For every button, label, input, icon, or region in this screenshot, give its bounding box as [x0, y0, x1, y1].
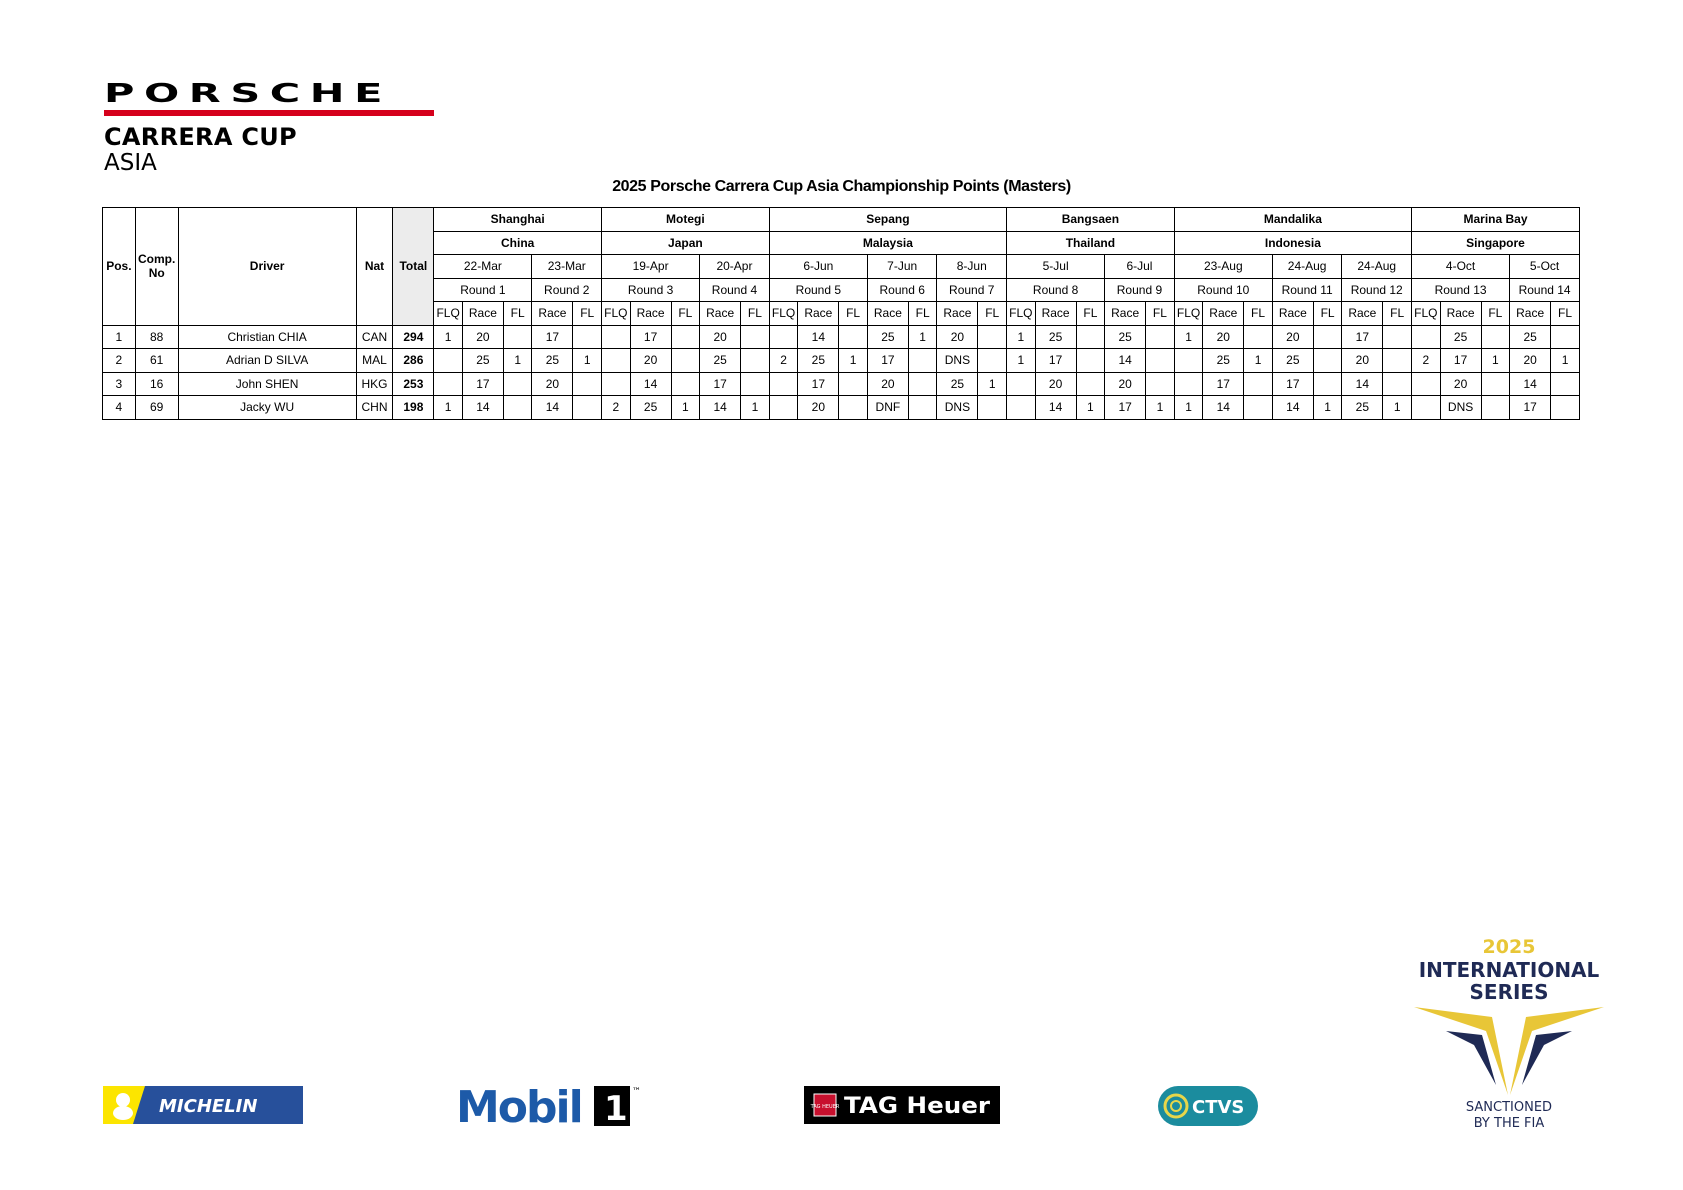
round-date: 6-Jun [769, 255, 867, 279]
race-header: Race [462, 302, 503, 326]
points-cell: 17 [867, 349, 908, 373]
points-cell: 20 [1203, 325, 1244, 349]
points-cell: 1 [671, 396, 700, 420]
points-cell: 17 [1342, 325, 1383, 349]
race-header: Race [532, 302, 573, 326]
points-cell [1146, 372, 1175, 396]
points-cell: 25 [1342, 396, 1383, 420]
intl-line2-text: SERIES [1469, 980, 1549, 1004]
points-cell: 25 [798, 349, 839, 373]
points-cell: 20 [1440, 372, 1481, 396]
total-cell: 294 [393, 325, 434, 349]
venue-country: Malaysia [769, 231, 1006, 255]
series-region: ASIA [104, 150, 157, 176]
race-header: Race [867, 302, 908, 326]
points-cell: 14 [798, 325, 839, 349]
points-cell: 1 [908, 325, 937, 349]
ctvs-text: CTVS [1192, 1097, 1245, 1118]
points-cell [839, 396, 868, 420]
points-cell [1076, 325, 1105, 349]
points-cell [839, 325, 868, 349]
round-date: 22-Mar [434, 255, 532, 279]
round-date: 5-Jul [1007, 255, 1105, 279]
points-cell: 14 [630, 372, 671, 396]
points-cell: 14 [700, 396, 741, 420]
venue-track: Shanghai [434, 208, 602, 232]
sanction2-text: BY THE FIA [1473, 1116, 1545, 1131]
venue-track: Mandalika [1174, 208, 1411, 232]
points-cell: 1 [573, 349, 602, 373]
points-cell [1244, 372, 1273, 396]
points-cell: 14 [532, 396, 573, 420]
points-cell [503, 372, 532, 396]
fl-header: FL [978, 302, 1007, 326]
total-header: Total [393, 208, 434, 326]
sanction1-text: SANCTIONED [1465, 1100, 1553, 1115]
points-cell [769, 396, 798, 420]
points-cell: 20 [1510, 349, 1551, 373]
round-date: 24-Aug [1272, 255, 1342, 279]
points-cell [1481, 396, 1510, 420]
points-cell: 14 [1510, 372, 1551, 396]
points-cell: 25 [1510, 325, 1551, 349]
round-date: 7-Jun [867, 255, 937, 279]
comp-no-header: Comp. No [135, 208, 178, 326]
points-cell: 17 [1203, 372, 1244, 396]
driver-cell: John SHEN [178, 372, 356, 396]
points-cell: DNS [937, 349, 978, 373]
round-date: 23-Mar [532, 255, 602, 279]
points-cell: 20 [1342, 349, 1383, 373]
venue-country: China [434, 231, 602, 255]
ctvs-logo [1158, 1086, 1258, 1126]
points-cell: 1 [434, 325, 463, 349]
points-cell: 17 [798, 372, 839, 396]
pos-cell: 1 [103, 325, 136, 349]
round-name: Round 6 [867, 278, 937, 302]
mobil-one-text: 1 [604, 1089, 628, 1128]
race-header: Race [1510, 302, 1551, 326]
fl-header: FL [1551, 302, 1580, 326]
driver-cell: Christian CHIA [178, 325, 356, 349]
fl-header: FL [1481, 302, 1510, 326]
race-header: Race [798, 302, 839, 326]
points-cell [573, 396, 602, 420]
pos-header: Pos. [103, 208, 136, 326]
brand-block [104, 82, 434, 176]
venue-country: Japan [602, 231, 770, 255]
fl-header: FL [908, 302, 937, 326]
points-cell: 14 [1342, 372, 1383, 396]
comp-no-cell: 16 [135, 372, 178, 396]
brand-red-rule [104, 110, 434, 116]
race-header: Race [1342, 302, 1383, 326]
points-cell: 1 [1007, 325, 1036, 349]
round-date: 4-Oct [1412, 255, 1510, 279]
round-name: Round 5 [769, 278, 867, 302]
points-cell: 17 [630, 325, 671, 349]
comp-no-cell: 88 [135, 325, 178, 349]
race-header: Race [1203, 302, 1244, 326]
venue-country: Singapore [1412, 231, 1580, 255]
points-cell: 14 [1203, 396, 1244, 420]
points-cell: 2 [1412, 349, 1441, 373]
points-cell [1007, 396, 1036, 420]
points-cell [602, 349, 631, 373]
nat-cell: CAN [356, 325, 393, 349]
points-cell: 1 [1146, 396, 1175, 420]
points-cell: 17 [532, 325, 573, 349]
points-cell [908, 372, 937, 396]
points-cell [1007, 372, 1036, 396]
points-cell [978, 349, 1007, 373]
points-cell: 17 [462, 372, 503, 396]
fl-header: FL [1313, 302, 1342, 326]
driver-cell: Jacky WU [178, 396, 356, 420]
nat-cell: MAL [356, 349, 393, 373]
points-cell [434, 372, 463, 396]
round-name: Round 13 [1412, 278, 1510, 302]
fl-header: FL [741, 302, 770, 326]
points-cell: 14 [1272, 396, 1313, 420]
points-cell: 20 [462, 325, 503, 349]
points-cell: 20 [798, 396, 839, 420]
points-cell [1076, 372, 1105, 396]
round-date: 19-Apr [602, 255, 700, 279]
race-header: Race [630, 302, 671, 326]
table-row [103, 396, 1580, 420]
race-header: Race [700, 302, 741, 326]
points-cell [1313, 372, 1342, 396]
round-name: Round 10 [1174, 278, 1272, 302]
michelin-logo [103, 1086, 303, 1124]
points-cell: DNF [867, 396, 908, 420]
race-header: Race [1035, 302, 1076, 326]
points-cell [573, 325, 602, 349]
svg-text:PORSCHE: PORSCHE [104, 82, 392, 104]
points-cell: 17 [700, 372, 741, 396]
points-cell [1481, 372, 1510, 396]
points-cell [769, 325, 798, 349]
points-cell [1551, 396, 1580, 420]
points-cell [602, 372, 631, 396]
tag-heuer-logo [804, 1086, 1000, 1124]
points-cell [503, 325, 532, 349]
points-cell [1412, 372, 1441, 396]
points-cell: 25 [532, 349, 573, 373]
points-cell: 25 [462, 349, 503, 373]
round-name: Round 2 [532, 278, 602, 302]
points-cell [741, 372, 770, 396]
intl-line1-text: INTERNATIONAL [1418, 958, 1600, 982]
table-row [103, 325, 1580, 349]
fl-header: FL [1244, 302, 1273, 326]
points-cell [1383, 349, 1412, 373]
venue-country: Indonesia [1174, 231, 1411, 255]
round-name: Round 4 [700, 278, 770, 302]
points-cell [1313, 325, 1342, 349]
points-cell: 1 [434, 396, 463, 420]
total-cell: 198 [393, 396, 434, 420]
mobil-tm-text: ™ [632, 1087, 641, 1097]
points-cell [1174, 372, 1203, 396]
round-date: 8-Jun [937, 255, 1007, 279]
points-cell: 1 [1313, 396, 1342, 420]
flq-header: FLQ [1174, 302, 1203, 326]
points-cell: 17 [1440, 349, 1481, 373]
points-cell [1383, 325, 1412, 349]
total-cell: 286 [393, 349, 434, 373]
tag-heuer-text: TAG Heuer [844, 1094, 991, 1119]
pos-cell: 3 [103, 372, 136, 396]
pos-cell: 4 [103, 396, 136, 420]
points-cell [1076, 349, 1105, 373]
points-cell: 1 [839, 349, 868, 373]
points-cell: 1 [503, 349, 532, 373]
points-cell: 1 [1244, 349, 1273, 373]
points-cell: 2 [769, 349, 798, 373]
points-cell [503, 396, 532, 420]
points-cell: 20 [700, 325, 741, 349]
total-cell: 253 [393, 372, 434, 396]
points-cell: 25 [1105, 325, 1146, 349]
race-header: Race [1105, 302, 1146, 326]
nat-cell: CHN [356, 396, 393, 420]
points-cell: 14 [1105, 349, 1146, 373]
points-cell [1313, 349, 1342, 373]
points-cell [1244, 325, 1273, 349]
points-cell: 1 [1174, 325, 1203, 349]
points-cell [1146, 325, 1175, 349]
round-date: 24-Aug [1342, 255, 1412, 279]
points-cell: DNS [1440, 396, 1481, 420]
points-cell: 14 [1035, 396, 1076, 420]
tag-badge-text: TAG HEUER [810, 1104, 840, 1110]
table-row [103, 372, 1580, 396]
points-cell: 1 [1076, 396, 1105, 420]
nat-header: Nat [356, 208, 393, 326]
points-cell: 1 [978, 372, 1007, 396]
fl-header: FL [839, 302, 868, 326]
points-cell: 17 [1272, 372, 1313, 396]
points-cell [671, 372, 700, 396]
round-name: Round 12 [1342, 278, 1412, 302]
points-cell: 1 [741, 396, 770, 420]
points-cell [671, 349, 700, 373]
points-cell: 20 [1035, 372, 1076, 396]
points-cell: 25 [630, 396, 671, 420]
venue-track: Bangsaen [1007, 208, 1175, 232]
points-cell: 2 [602, 396, 631, 420]
round-date: 5-Oct [1510, 255, 1580, 279]
round-name: Round 11 [1272, 278, 1342, 302]
points-cell: 17 [1510, 396, 1551, 420]
driver-cell: Adrian D SILVA [178, 349, 356, 373]
points-cell: 1 [1481, 349, 1510, 373]
fl-header: FL [1146, 302, 1175, 326]
fl-header: FL [573, 302, 602, 326]
points-cell [1383, 372, 1412, 396]
points-cell [1174, 349, 1203, 373]
points-cell: 25 [1035, 325, 1076, 349]
points-cell [908, 349, 937, 373]
round-date: 23-Aug [1174, 255, 1272, 279]
table-row [103, 349, 1580, 373]
round-name: Round 7 [937, 278, 1007, 302]
nat-cell: HKG [356, 372, 393, 396]
points-cell [741, 325, 770, 349]
points-cell [1146, 349, 1175, 373]
flq-header: FLQ [1007, 302, 1036, 326]
points-cell: DNS [937, 396, 978, 420]
points-cell [1412, 396, 1441, 420]
round-date: 20-Apr [700, 255, 770, 279]
points-cell [978, 325, 1007, 349]
points-cell [434, 349, 463, 373]
race-header: Race [1440, 302, 1481, 326]
points-cell [1244, 396, 1273, 420]
points-cell [1551, 325, 1580, 349]
points-cell: 17 [1105, 396, 1146, 420]
comp-no-cell: 69 [135, 396, 178, 420]
header-row-1 [103, 208, 1580, 232]
fl-header: FL [1076, 302, 1105, 326]
flq-header: FLQ [769, 302, 798, 326]
pos-cell: 2 [103, 349, 136, 373]
points-cell: 14 [462, 396, 503, 420]
points-cell [908, 396, 937, 420]
points-cell [769, 372, 798, 396]
flq-header: FLQ [602, 302, 631, 326]
venue-track: Marina Bay [1412, 208, 1580, 232]
race-header: Race [937, 302, 978, 326]
round-name: Round 8 [1007, 278, 1105, 302]
points-cell: 20 [630, 349, 671, 373]
mobil-text: Mobil [456, 1082, 582, 1128]
round-name: Round 1 [434, 278, 532, 302]
venue-track: Sepang [769, 208, 1006, 232]
points-cell [573, 372, 602, 396]
points-cell: 25 [937, 372, 978, 396]
points-cell [1481, 325, 1510, 349]
round-date: 6-Jul [1105, 255, 1175, 279]
points-table [102, 207, 1580, 420]
fl-header: FL [503, 302, 532, 326]
points-cell [1412, 325, 1441, 349]
points-cell: 20 [1272, 325, 1313, 349]
driver-header: Driver [178, 208, 356, 326]
mobil1-logo [456, 1080, 656, 1128]
intl-year-text: 2025 [1482, 936, 1536, 958]
points-cell: 20 [867, 372, 908, 396]
points-cell: 25 [867, 325, 908, 349]
points-cell [602, 325, 631, 349]
points-cell: 1 [1007, 349, 1036, 373]
fl-header: FL [1383, 302, 1412, 326]
points-cell [978, 396, 1007, 420]
points-cell [1551, 372, 1580, 396]
points-cell: 20 [937, 325, 978, 349]
points-cell [741, 349, 770, 373]
comp-no-cell: 61 [135, 349, 178, 373]
porsche-wordmark [104, 82, 394, 104]
page-title: 2025 Porsche Carrera Cup Asia Championship Points (Masters) [612, 178, 1071, 195]
points-cell: 17 [1035, 349, 1076, 373]
points-cell: 20 [1105, 372, 1146, 396]
round-name: Round 14 [1510, 278, 1580, 302]
points-cell: 25 [1440, 325, 1481, 349]
points-cell: 1 [1174, 396, 1203, 420]
points-cell [839, 372, 868, 396]
points-cell: 1 [1383, 396, 1412, 420]
points-cell: 25 [1272, 349, 1313, 373]
michelin-text: MICHELIN [159, 1096, 258, 1117]
international-series-logo [1404, 935, 1614, 1135]
points-cell [671, 325, 700, 349]
venue-country: Thailand [1007, 231, 1175, 255]
points-cell: 25 [700, 349, 741, 373]
round-name: Round 3 [602, 278, 700, 302]
round-name: Round 9 [1105, 278, 1175, 302]
points-cell: 20 [532, 372, 573, 396]
points-cell: 1 [1551, 349, 1580, 373]
fl-header: FL [671, 302, 700, 326]
flq-header: FLQ [1412, 302, 1441, 326]
points-cell: 25 [1203, 349, 1244, 373]
series-name: CARRERA CUP [104, 123, 297, 151]
race-header: Race [1272, 302, 1313, 326]
venue-track: Motegi [602, 208, 770, 232]
flq-header: FLQ [434, 302, 463, 326]
